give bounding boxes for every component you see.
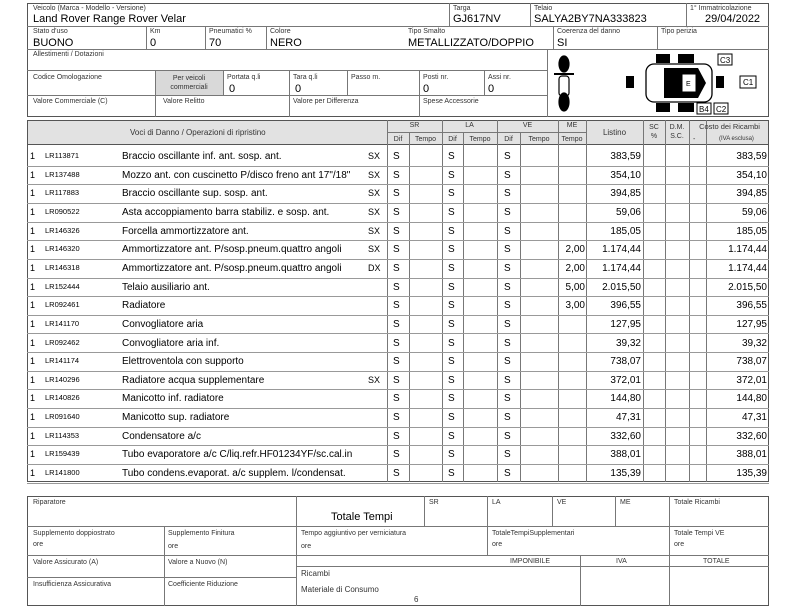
cell-code: LR140826 [45, 393, 80, 403]
cell-desc: Condensatore a/c [122, 430, 201, 442]
cell-ve: S [504, 393, 511, 405]
cell-list: 135,39 [610, 468, 641, 480]
cell-ve: S [504, 300, 511, 312]
cell-q: 1 [30, 206, 36, 217]
cell-sr: S [393, 262, 400, 274]
cell-sr: S [393, 169, 400, 181]
cell-q: 1 [30, 169, 36, 180]
paint-value: METALLIZZATO/DOPPIO [408, 37, 534, 49]
plate-value: GJ617NV [453, 13, 501, 25]
cell-desc: Ammortizzatore ant. P/sosp.pneum.quattro angoli [122, 262, 342, 274]
cell-list: 383,59 [610, 151, 641, 162]
cell-side: SX [368, 206, 381, 217]
cell-code: LR141170 [45, 318, 80, 328]
sum-ve-label: VE [557, 499, 567, 506]
cell-q: 1 [30, 356, 36, 367]
cell-q: 1 [30, 412, 36, 423]
col-listino: Listino [602, 128, 627, 137]
cell-code: LR092461 [45, 300, 80, 310]
axles-value: 0 [488, 83, 495, 95]
col-sc: SC [649, 124, 659, 131]
cell-ve: S [504, 188, 511, 200]
cell-q: 1 [30, 281, 36, 292]
cell-list: 2.015,50 [602, 281, 641, 293]
cell-list: 39,32 [615, 337, 641, 349]
cell-list: 332,60 [610, 430, 641, 442]
cell-ve: S [504, 151, 511, 162]
cell-la: S [448, 430, 455, 442]
cell-list: 1.174,44 [602, 244, 641, 256]
cell-ve: S [504, 281, 511, 293]
col-la: LA [465, 122, 474, 129]
cell-desc: Forcella ammortizzatore ant. [122, 225, 249, 237]
cell-cost: 1.174,44 [728, 244, 767, 256]
cell-desc: Asta accoppiamento barra stabiliz. e sosp. ant. [122, 206, 330, 218]
cell-sr: S [393, 393, 400, 405]
col-me: ME [566, 122, 578, 129]
motorcycle-icon [554, 56, 574, 111]
cell-la: S [448, 244, 455, 256]
cell-ve: S [504, 468, 511, 480]
cell-list: 127,95 [610, 318, 641, 330]
cell-q: 1 [30, 244, 36, 255]
cell-la: S [448, 281, 455, 293]
cell-desc: Mozzo ant. con cuscinetto P/disco freno ant 17"/18" [122, 169, 351, 181]
cell-sr: S [393, 356, 400, 368]
survey-type-label: Tipo perizia [661, 28, 697, 35]
color-value: NERO [270, 37, 302, 49]
cell-ve: S [504, 374, 511, 386]
cell-ve: S [504, 244, 511, 256]
cell-code: LR092462 [45, 337, 80, 347]
cell-ve: S [504, 449, 511, 461]
col-ve-tempo: Tempo [528, 136, 550, 143]
col-costo-dash: - [693, 136, 696, 143]
code-e: E [686, 81, 691, 88]
difference-value-label: Valore per Differenza [293, 98, 359, 105]
cell-q: 1 [30, 225, 36, 236]
fittings-label: Allestimenti / Dotazioni [33, 51, 104, 58]
cell-desc: Manicotto inf. radiatore [122, 393, 224, 405]
cell-desc: Braccio oscillante inf. ant. sosp. ant. [122, 151, 282, 162]
sum-me-label: ME [620, 499, 631, 506]
finish-label: Supplemento Finitura [168, 530, 235, 537]
cell-la: S [448, 225, 455, 237]
state-label: Stato d'uso [33, 28, 68, 35]
cell-q: 1 [30, 393, 36, 404]
cell-q: 1 [30, 374, 36, 385]
cell-cost: 127,95 [736, 318, 767, 330]
cell-cost: 396,55 [736, 300, 767, 312]
tyres-label: Pneumatici % [209, 28, 252, 35]
double-layer-label: Supplemento doppiostrato [33, 530, 115, 537]
cell-sr: S [393, 337, 400, 349]
cell-list: 354,10 [610, 169, 641, 181]
cell-sr: S [393, 300, 400, 312]
col-voci: Voci di Danno / Operazioni di ripristino [130, 128, 266, 137]
seats-label: Posti nr. [423, 74, 449, 81]
new-value-label: Valore a Nuovo (N) [168, 559, 228, 566]
cell-side: DX [368, 262, 381, 273]
consumables-label: Materiale di Consumo [301, 585, 379, 594]
seats-value: 0 [423, 83, 430, 95]
coherence-label: Coerenza del danno [557, 28, 621, 35]
cell-la: S [448, 356, 455, 368]
cell-desc: Tubo evaporatore a/c C/liq.refr.HF01234YF/sc.cal.in [122, 449, 353, 461]
cell-code: LR114353 [45, 430, 80, 440]
cell-q: 1 [30, 300, 36, 311]
cell-la: S [448, 468, 455, 480]
cell-code: LR141174 [45, 356, 80, 366]
insufficiency-label: Insufficienza Assicurativa [33, 581, 112, 588]
cell-side: SX [368, 374, 381, 385]
col-sr: SR [409, 122, 420, 129]
cell-cost: 185,05 [736, 225, 767, 237]
cell-side: SX [368, 225, 381, 236]
paint-label: Tipo Smalto [408, 28, 446, 35]
commercial-vehicles-label: Per veicoli commerciali [170, 75, 208, 91]
state-value: BUONO [33, 37, 74, 49]
cell-cost: 332,60 [736, 430, 767, 442]
cell-code: LR146318 [45, 262, 80, 272]
color-label: Colore [270, 28, 291, 35]
tare-value: 0 [295, 83, 302, 95]
cell-cost: 738,07 [736, 356, 767, 368]
relitto-label: Valore Relitto [163, 98, 205, 105]
cell-ve: S [504, 225, 511, 237]
col-costo-iva: (IVA esclusa) [719, 136, 754, 142]
cell-list: 388,01 [610, 449, 641, 461]
cell-la: S [448, 449, 455, 461]
cell-side: SX [368, 188, 381, 199]
cell-me: 5,00 [565, 281, 585, 293]
cell-ve: S [504, 430, 511, 442]
code-c2: C2 [716, 105, 727, 114]
cell-side: SX [368, 244, 381, 255]
total-ve-ore: ore [674, 541, 685, 548]
cell-cost: 354,10 [736, 169, 767, 181]
cell-la: S [448, 393, 455, 405]
col-la-tempo: Tempo [469, 136, 491, 143]
cell-sr: S [393, 318, 400, 330]
summary-box [27, 496, 769, 606]
cell-sr: S [393, 188, 400, 200]
parts-label: Ricambi [301, 569, 330, 578]
accessory-expenses-label: Spese Accessorie [423, 98, 479, 105]
cell-ve: S [504, 337, 511, 349]
cell-cost: 2.015,50 [728, 281, 767, 293]
km-label: Km [150, 28, 161, 35]
cell-code: LR090522 [45, 206, 80, 216]
cell-desc: Convogliatore aria [122, 318, 204, 330]
cell-la: S [448, 262, 455, 274]
cell-sr: S [393, 374, 400, 386]
plate-label: Targa [453, 5, 471, 12]
cell-la: S [448, 206, 455, 218]
cell-desc: Tubo condens.evaporat. a/c supplem. l/condensat. [122, 468, 346, 480]
cell-la: S [448, 374, 455, 386]
partial-glyph: 6 [414, 595, 419, 604]
total-parts-label: Totale Ricambi [674, 499, 720, 506]
cell-desc: Elettroventola con supporto [122, 356, 244, 368]
cell-sr: S [393, 244, 400, 256]
cell-sr: S [393, 206, 400, 218]
cell-code: LR091640 [45, 412, 80, 422]
cell-code: LR117883 [45, 188, 80, 198]
cell-cost: 1.174,44 [728, 262, 767, 274]
cell-list: 1.174,44 [602, 262, 641, 274]
reduction-coeff-label: Coefficiente Riduzione [168, 581, 238, 588]
frame-value: SALYA2BY7NA333823 [534, 13, 647, 25]
cell-cost: 372,01 [736, 374, 767, 386]
cell-q: 1 [30, 449, 36, 460]
extra-paint-time-label: Tempo aggiuntivo per verniciatura [301, 530, 407, 537]
cell-desc: Manicotto sup. radiatore [122, 412, 230, 424]
cell-desc: Convogliatore aria inf. [122, 337, 220, 349]
cell-ve: S [504, 356, 511, 368]
coherence-value: SI [557, 37, 568, 49]
total-label: TOTALE [703, 558, 730, 565]
cell-list: 394,85 [610, 188, 641, 200]
cell-side: SX [368, 169, 381, 180]
code-b4: B4 [699, 105, 709, 114]
cell-list: 738,07 [610, 356, 641, 368]
col-sc-pct: % [650, 133, 658, 140]
cell-cost: 59,06 [741, 206, 767, 218]
col-sr-tempo: Tempo [414, 136, 436, 143]
code-c3: C3 [720, 56, 731, 65]
cell-list: 47,31 [615, 412, 641, 424]
cell-code: LR146326 [45, 225, 80, 235]
cell-code: LR140296 [45, 374, 80, 384]
wheelbase-label: Passo m. [351, 74, 381, 81]
capacity-label: Portata q.li [227, 74, 261, 81]
cell-code: LR141800 [45, 468, 80, 478]
cell-q: 1 [30, 337, 36, 348]
col-ve: VE [522, 122, 533, 129]
col-dm-sc: S.C. [670, 133, 684, 140]
cell-list: 59,06 [615, 206, 641, 218]
cell-la: S [448, 318, 455, 330]
cell-q: 1 [30, 188, 36, 199]
sum-la-label: LA [492, 499, 501, 506]
cell-ve: S [504, 262, 511, 274]
total-ve-label: Totale Tempi VE [674, 530, 725, 537]
cell-la: S [448, 151, 455, 162]
cell-cost: 383,59 [736, 151, 767, 162]
cell-sr: S [393, 468, 400, 480]
cell-la: S [448, 300, 455, 312]
cell-ve: S [504, 206, 511, 218]
cell-sr: S [393, 225, 400, 237]
homologation-label: Codice Omologazione [33, 74, 102, 81]
capacity-value: 0 [229, 83, 236, 95]
cell-la: S [448, 188, 455, 200]
commercial-value-label: Valore Commerciale (C) [33, 98, 108, 105]
cell-me: 3,00 [565, 300, 585, 312]
col-costo: Costo dei Ricambi [699, 122, 760, 131]
cell-cost: 394,85 [736, 188, 767, 200]
col-me-tempo: Tempo [561, 136, 583, 143]
cell-list: 396,55 [610, 300, 641, 312]
cell-code: LR113871 [45, 151, 80, 160]
cell-list: 144,80 [610, 393, 641, 405]
cell-code: LR152444 [45, 281, 80, 291]
cell-sr: S [393, 430, 400, 442]
taxable-label: IMPONIBILE [510, 558, 551, 565]
cell-desc: Ammortizzatore ant. P/sosp.pneum.quattro angoli [122, 244, 342, 256]
damage-diagram [548, 50, 768, 116]
supplementary-times-label: TotaleTempiSupplementari [492, 530, 575, 537]
cell-cost: 39,32 [741, 337, 767, 349]
vat-label: IVA [616, 558, 627, 565]
cell-sr: S [393, 281, 400, 293]
code-c1: C1 [743, 78, 754, 87]
double-layer-ore: ore [33, 541, 44, 548]
model-label: Veicolo (Marca - Modello - Versione) [33, 5, 146, 12]
cell-q: 1 [30, 468, 36, 479]
cell-ve: S [504, 412, 511, 424]
cell-desc: Radiatore acqua supplementare [122, 374, 265, 386]
sum-sr-label: SR [429, 499, 439, 506]
tare-label: Tara q.li [293, 74, 318, 81]
cell-cost: 388,01 [736, 449, 767, 461]
frame-label: Telaio [534, 5, 553, 12]
cell-sr: S [393, 412, 400, 424]
cell-cost: 135,39 [736, 468, 767, 480]
col-sr-dif: Dif [393, 136, 403, 143]
cell-q: 1 [30, 318, 36, 329]
cell-code: LR146320 [45, 244, 80, 254]
cell-ve: S [504, 169, 511, 181]
cell-list: 372,01 [610, 374, 641, 386]
supplementary-times-ore: ore [492, 541, 503, 548]
cell-cost: 47,31 [741, 412, 767, 424]
cell-side: SX [368, 151, 381, 161]
col-la-dif: Dif [448, 136, 457, 143]
registration-value: 29/04/2022 [705, 13, 761, 25]
cell-q: 1 [30, 430, 36, 441]
model-value: Land Rover Range Rover Velar [33, 13, 186, 25]
cell-cost: 144,80 [736, 393, 767, 405]
cell-sr: S [393, 151, 400, 162]
axles-label: Assi nr. [488, 74, 511, 81]
cell-q: 1 [30, 151, 36, 161]
cell-q: 1 [30, 262, 36, 273]
cell-desc: Telaio ausiliario ant. [122, 281, 210, 293]
repairer-label: Riparatore [33, 499, 66, 506]
total-times-label: Totale Tempi [331, 511, 393, 523]
cell-la: S [448, 412, 455, 424]
cell-code: LR159439 [45, 449, 80, 459]
cell-ve: S [504, 318, 511, 330]
cell-desc: Radiatore [122, 300, 166, 312]
finish-ore: ore [168, 543, 179, 550]
registration-label: 1° Immatricolazione [690, 5, 752, 12]
km-value: 0 [150, 37, 157, 49]
cell-sr: S [393, 449, 400, 461]
insured-value-label: Valore Assicurato (A) [33, 559, 99, 566]
col-dm: D.M. [669, 124, 685, 131]
cell-la: S [448, 337, 455, 349]
cell-desc: Braccio oscillante sup. sosp. ant. [122, 188, 268, 200]
tyres-value: 70 [209, 37, 222, 49]
cell-list: 185,05 [610, 225, 641, 237]
cell-me: 2,00 [565, 262, 585, 274]
cell-code: LR137488 [45, 169, 80, 179]
cell-me: 2,00 [565, 244, 585, 256]
cell-la: S [448, 169, 455, 181]
extra-paint-time-ore: ore [301, 543, 312, 550]
col-ve-dif: Dif [504, 136, 513, 143]
